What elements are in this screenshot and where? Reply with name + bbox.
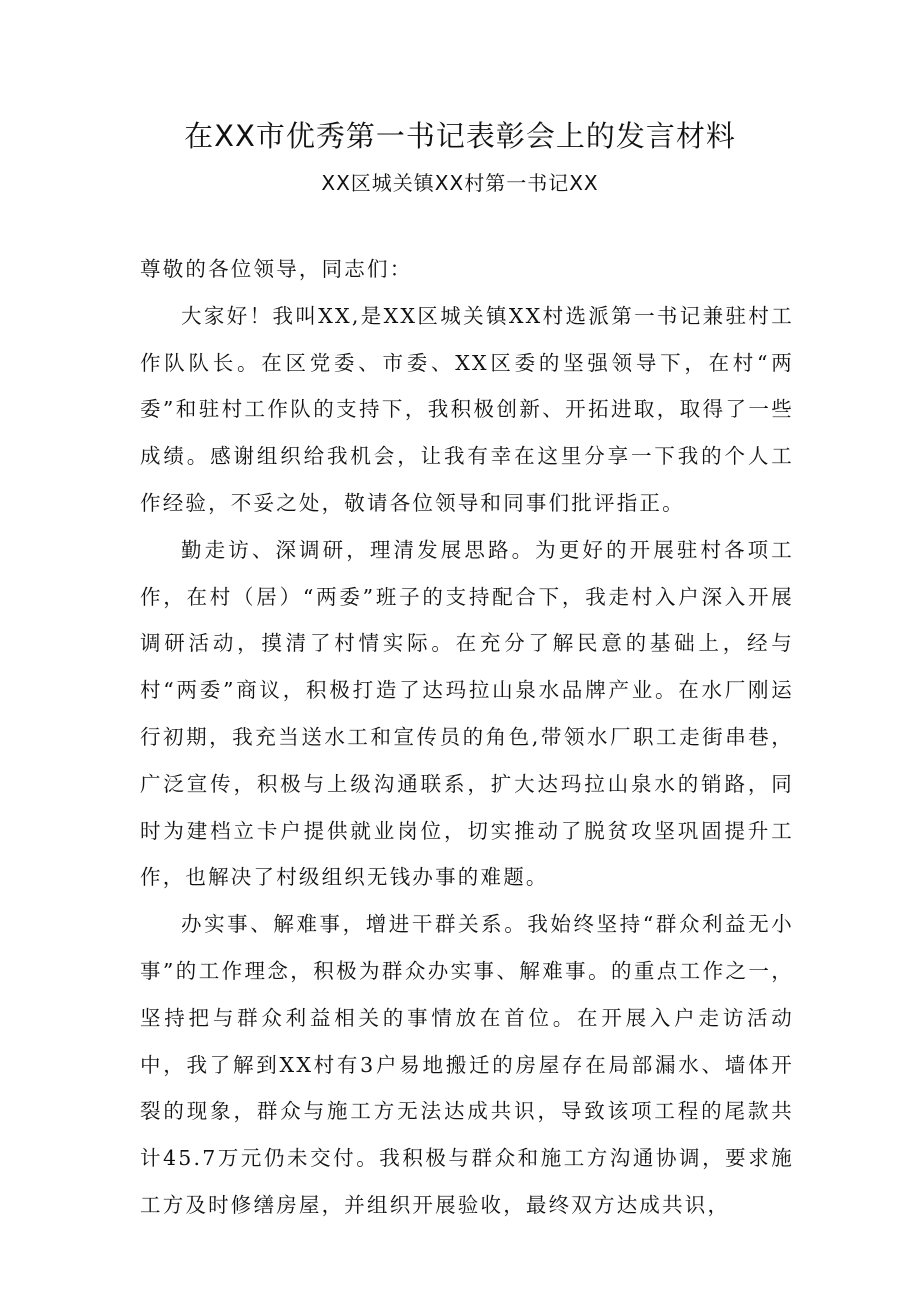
document-title: 在XX市优秀第一书记表彰会上的发言材料 [184, 119, 736, 153]
salutation: 尊敬的各位领导，同志们： [140, 257, 413, 281]
document-subtitle: XX区城关镇XX村第一书记XX [321, 171, 599, 195]
document-body [140, 246, 794, 1229]
paragraph-introduction: 大家好！我叫XX,是XX区城关镇XX村选派第一书记兼驻村工作队队长。在区党委、市委、XX区委的坚强领导下，在村“两委”和驻村工作队的支持下，我积极创新、开拓进取，取得了一些成绩。感谢组织给我机会，让我有幸在这里分享一下我的个人工作经验，不妥之处，敬请各位领导和同事们批评指正。 [140, 303, 794, 515]
paragraph-research: 勤走访、深调研，理清发展思路。为更好的开展驻村各项工作，在村（居）“两委”班子的支持配合下，我走村入户深入开展调研活动，摸清了村情实际。在充分了解民意的基础上，经与村“两委”商议，积极打造了达玛拉山泉水品牌产业。在水厂刚运行初期，我充当送水工和宣传员的角色,带领水厂职工走街串巷，广泛宣传，积极与上级沟通联系，扩大达玛拉山泉水的销路，同时为建档立卡户提供就业岗位，切实推动了脱贫攻坚巩固提升工作，也解决了村级组织无钱办事的难题。 [140, 537, 794, 890]
paragraph-practical-work: 办实事、解难事，增进干群关系。我始终坚持“群众利益无小事”的工作理念，积极为群众办实事、解难事。的重点工作之一，坚持把与群众利益相关的事情放在首位。在开展入户走访活动中，我了解到XX村有3户易地搬迁的房屋存在局部漏水、墙体开裂的现象，群众与施工方无法达成共识，导致该项工程的尾款共计45.7万元仍未交付。我积极与群众和施工方沟通协调，要求施工方及时修缮房屋，并组织开展验收，最终双方达成共识， [140, 912, 794, 1217]
